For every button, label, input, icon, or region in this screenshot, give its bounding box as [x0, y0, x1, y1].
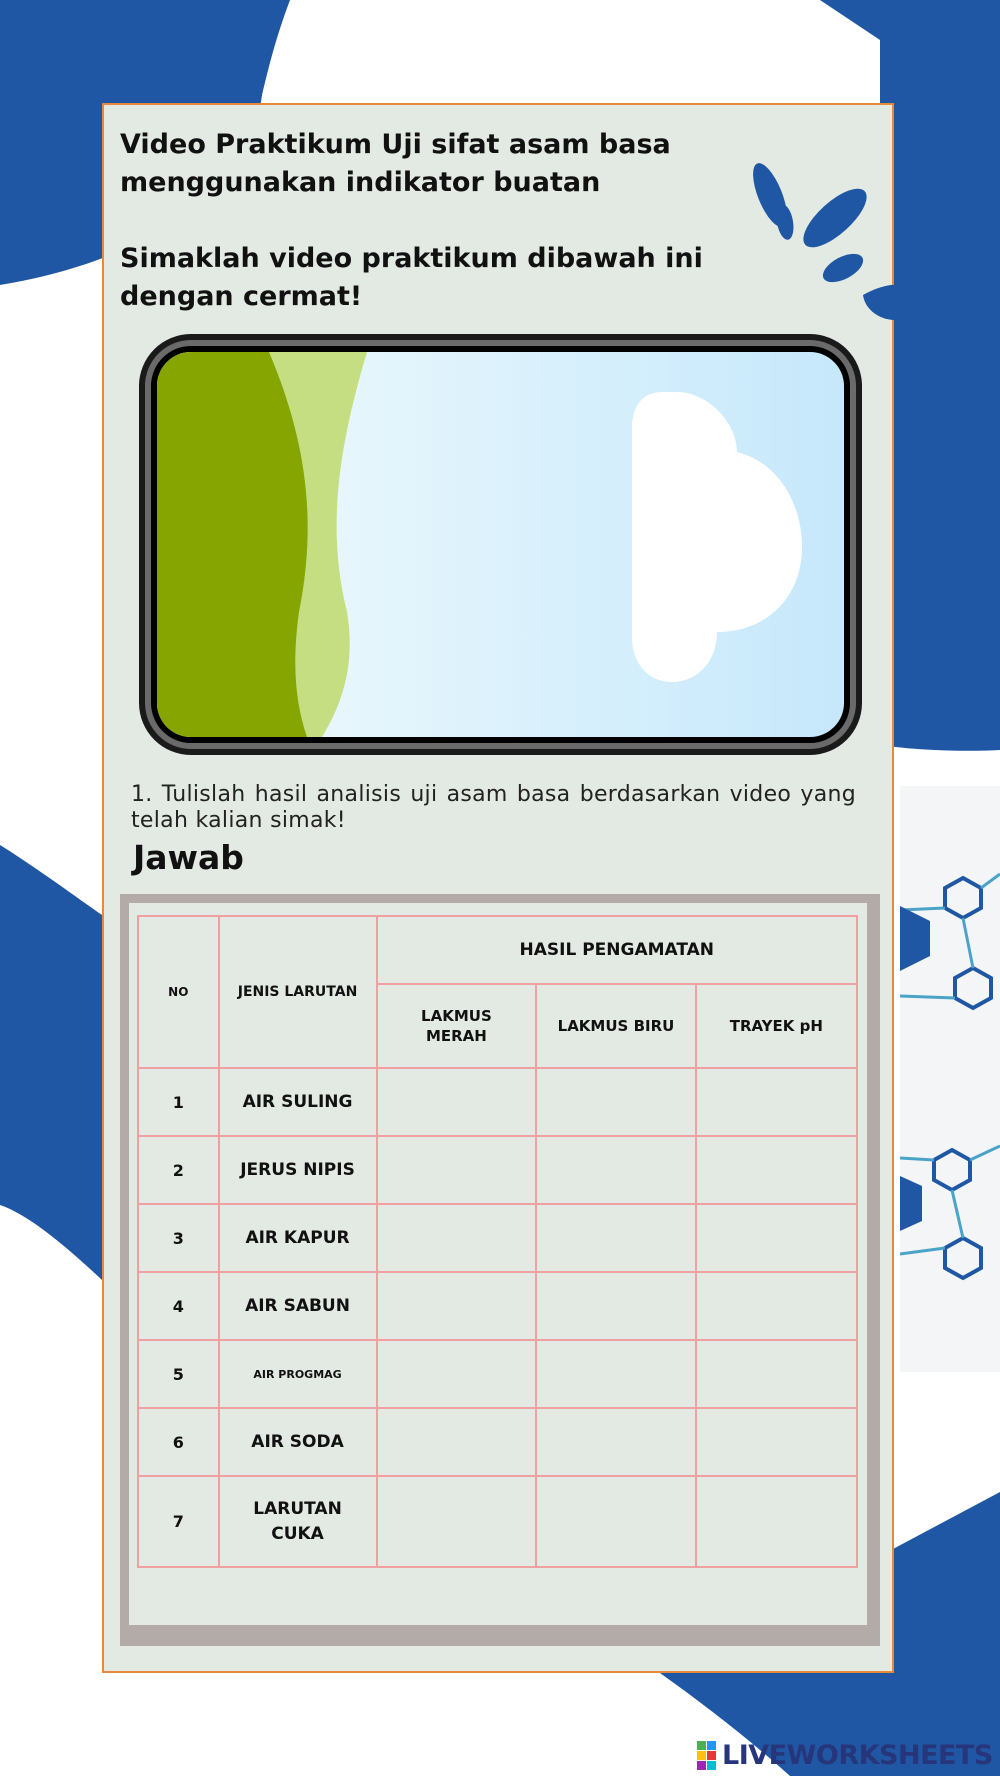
- answer-table-frame: [120, 894, 880, 1646]
- row-number: 6: [138, 1408, 219, 1476]
- observation-table: [137, 915, 858, 1568]
- answer-table-panel: [129, 903, 867, 1625]
- row-number: 3: [138, 1204, 219, 1272]
- lakmus-biru-cell[interactable]: [536, 1476, 695, 1567]
- video-player[interactable]: [137, 332, 864, 757]
- header-no: NO: [138, 916, 219, 1068]
- lakmus-biru-cell[interactable]: [536, 1340, 695, 1408]
- table-row: [138, 1068, 857, 1136]
- video-thumbnail-icon: [137, 332, 864, 757]
- lakmus-merah-cell[interactable]: [377, 1340, 537, 1408]
- solution-name: AIR SABUN: [219, 1272, 377, 1340]
- lakmus-merah-cell[interactable]: [377, 1204, 537, 1272]
- lakmus-merah-cell[interactable]: [377, 1408, 537, 1476]
- row-number: 1: [138, 1068, 219, 1136]
- table-row: [138, 1272, 857, 1340]
- header-jenis-larutan: JENIS LARUTAN: [219, 916, 377, 1068]
- lakmus-merah-cell[interactable]: [377, 1068, 537, 1136]
- liveworksheets-watermark: [697, 1739, 993, 1771]
- lakmus-merah-cell[interactable]: [377, 1272, 537, 1340]
- solution-name: AIR PROGMAG: [219, 1340, 377, 1408]
- lakmus-merah-cell[interactable]: [377, 1136, 537, 1204]
- solution-name: AIR SULING: [219, 1068, 377, 1136]
- header-trayek-ph: TRAYEK pH: [696, 984, 857, 1068]
- table-row: [138, 1136, 857, 1204]
- row-number: 2: [138, 1136, 219, 1204]
- lakmus-biru-cell[interactable]: [536, 1136, 695, 1204]
- lakmus-biru-cell[interactable]: [536, 1068, 695, 1136]
- solution-name: JERUS NIPIS: [219, 1136, 377, 1204]
- solution-name: LARUTAN CUKA: [219, 1476, 377, 1567]
- lakmus-biru-cell[interactable]: [536, 1204, 695, 1272]
- liveworksheets-logo-icon: [697, 1741, 716, 1770]
- page-subtitle: Simaklah video praktikum dibawah ini dengan cermat!: [120, 243, 703, 312]
- table-row: [138, 1408, 857, 1476]
- lakmus-biru-cell[interactable]: [536, 1272, 695, 1340]
- answer-label: Jawab: [133, 838, 244, 877]
- header-lakmus-biru: LAKMUS BIRU: [536, 984, 695, 1068]
- trayek-ph-cell[interactable]: [696, 1408, 857, 1476]
- row-number: 5: [138, 1340, 219, 1408]
- watermark-text: LIVEWORKSHEETS: [722, 1739, 993, 1771]
- trayek-ph-cell[interactable]: [696, 1476, 857, 1567]
- trayek-ph-cell[interactable]: [696, 1204, 857, 1272]
- trayek-ph-cell[interactable]: [696, 1068, 857, 1136]
- header-lakmus-merah: LAKMUS MERAH: [377, 984, 537, 1068]
- trayek-ph-cell[interactable]: [696, 1272, 857, 1340]
- header-hasil-pengamatan: HASIL PENGAMATAN: [377, 916, 858, 984]
- lakmus-merah-cell[interactable]: [377, 1476, 537, 1567]
- lakmus-biru-cell[interactable]: [536, 1408, 695, 1476]
- molecule-icon: [900, 786, 1000, 1372]
- page-title: Video Praktikum Uji sifat asam basa menggunakan indikator buatan: [120, 129, 671, 198]
- table-row: [138, 1476, 857, 1567]
- trayek-ph-cell[interactable]: [696, 1136, 857, 1204]
- table-row: [138, 1204, 857, 1272]
- molecule-decoration: [900, 786, 1000, 1372]
- question-text: 1. Tulislah hasil analisis uji asam basa berdasarkan video yang telah kalian simak!: [131, 782, 856, 833]
- solution-name: AIR KAPUR: [219, 1204, 377, 1272]
- row-number: 7: [138, 1476, 219, 1567]
- row-number: 4: [138, 1272, 219, 1340]
- solution-name: AIR SODA: [219, 1408, 377, 1476]
- table-row: [138, 1340, 857, 1408]
- trayek-ph-cell[interactable]: [696, 1340, 857, 1408]
